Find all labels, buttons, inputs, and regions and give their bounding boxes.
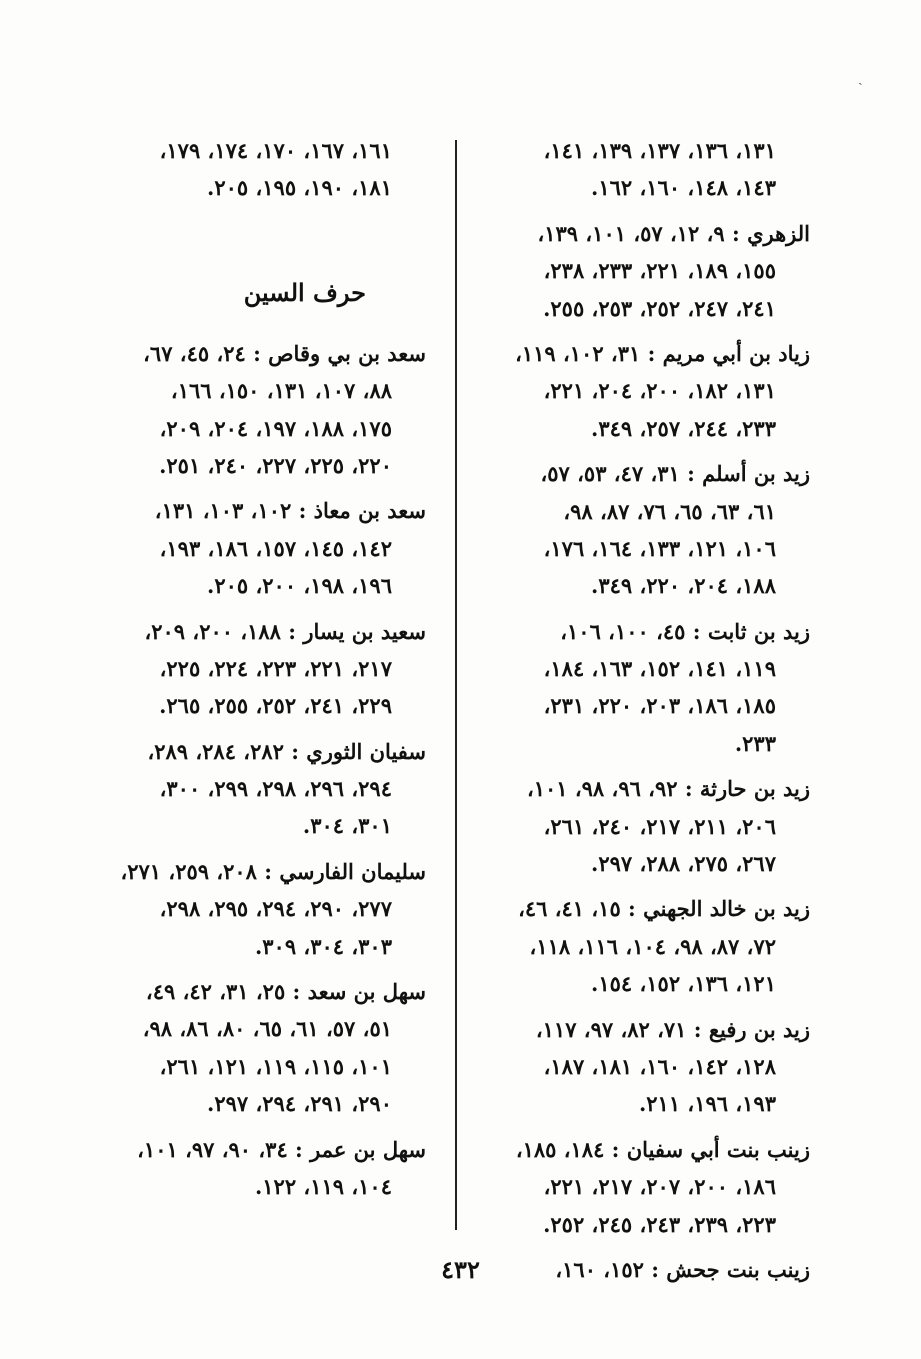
entry-continuation-line: ٣٠٣، ٣٠٤، ٣٠٩. — [254, 933, 392, 959]
index-entry — [480, 1131, 810, 1243]
entry-continuation-line: ١٨٦، ٢٠٠، ٢٠٧، ٢١٧، ٢٢١، — [543, 1174, 776, 1200]
entry-continuation-line: ٢٢٠، ٢٢٥، ٢٢٧، ٢٤٠، ٢٥١. — [159, 452, 392, 478]
entry-continuation-line: ٢٣٣. — [734, 730, 776, 756]
entry-heading-line: سهل بن عمر : ٣٤، ٩٠، ٩٧، ١٠١، — [137, 1136, 426, 1162]
entry-heading-line: سهل بن سعد : ٢٥، ٣١، ٤٢، ٤٩، — [145, 979, 426, 1005]
entry-continuation-line: ٥١، ٥٧، ٦١، ٦٥، ٨٠، ٨٦، ٩٨، — [142, 1016, 392, 1042]
entry-continuation-line: ١٣١، ١٣٦، ١٣٧، ١٣٩، ١٤١، — [543, 138, 776, 163]
index-entry — [96, 132, 426, 207]
entry-continuation-line: ٢٠٦، ٢١١، ٢١٧، ٢٤٠، ٢٦١، — [543, 813, 776, 839]
entry-continuation-line: ٢٢٩، ٢٤١، ٢٥٢، ٢٥٥، ٢٦٥. — [159, 693, 392, 719]
entry-continuation-line: ٧٢، ٨٧، ٩٨، ١٠٤، ١١٦، ١١٨، — [529, 933, 776, 959]
entry-continuation-line: ١٢٨، ١٤٢، ١٦٠، ١٨١، ١٨٧، — [543, 1053, 776, 1079]
index-entry — [480, 613, 810, 763]
entry-continuation-line: ٢٧٧، ٢٩٠، ٢٩٤، ٢٩٥، ٢٩٨، — [159, 896, 392, 922]
index-entry — [96, 733, 426, 845]
section-entries — [96, 335, 426, 1206]
index-entry — [96, 335, 426, 485]
index-column-right — [480, 132, 810, 1288]
index-entry — [96, 613, 426, 725]
entry-gap — [96, 484, 426, 492]
entry-heading-line: سعد بن معاذ : ١٠٢، ١٠٣، ١٣١، — [154, 498, 426, 524]
index-column-left — [96, 132, 426, 1205]
entry-gap — [480, 207, 810, 215]
section-heading: حرف السين — [243, 277, 366, 307]
entry-heading-line: زينب بنت أبي سفيان : ١٨٤، ١٨٥، — [515, 1136, 810, 1162]
entry-continuation-line: ١٠١، ١١٥، ١١٩، ١٢١، ٢٦١، — [159, 1053, 392, 1079]
entry-continuation-line: ١٨٥، ١٨٦، ٢٠٣، ٢٢٠، ٢٣١، — [543, 693, 776, 719]
entry-continuation-line: ١٠٤، ١١٩، ١٢٢. — [254, 1173, 392, 1199]
entry-continuation-line: ١٩٣، ١٩٦، ٢١١. — [638, 1091, 776, 1117]
entry-heading-line: سعد بن بي وقاص : ٢٤، ٤٥، ٦٧، — [143, 340, 426, 366]
page-number: ٤٣٢ — [441, 1255, 480, 1284]
entry-gap — [480, 882, 810, 890]
entry-continuation-line: ١١٩، ١٤١، ١٥٢، ١٦٣، ١٨٤، — [543, 656, 776, 682]
entry-gap — [96, 725, 426, 733]
entry-heading-line: زيد بن رفيع : ٧١، ٨٢، ٩٧، ١١٧، — [535, 1016, 810, 1042]
entry-continuation-line: ١٦١، ١٦٧، ١٧٠، ١٧٤، ١٧٩، — [159, 138, 392, 163]
entry-continuation-line: ١٥٥، ١٨٩، ٢٢١، ٢٣٣، ٢٣٨، — [543, 258, 776, 284]
entry-continuation-line: ٢٢٣، ٢٣٩، ٢٤٣، ٢٤٥، ٢٥٢. — [543, 1211, 776, 1237]
entry-continuation-line: ١٨١، ١٩٠، ١٩٥، ٢٠٥. — [207, 175, 392, 201]
index-entry — [96, 492, 426, 604]
entry-heading-line: زيد بن أسلم : ٣١، ٤٧، ٥٣، ٥٧، — [540, 461, 810, 487]
index-entry — [480, 335, 810, 447]
entry-heading-line: زيد بن حارثة : ٩٢، ٩٦، ٩٨، ١٠١، — [526, 776, 810, 802]
entry-continuation-line: ١٤٣، ١٤٨، ١٦٠، ١٦٢. — [591, 175, 776, 201]
corner-mark: ˎ — [858, 70, 863, 86]
entry-heading-line: زينب بنت جحش : ١٥٢، ١٦٠، — [555, 1256, 810, 1282]
entry-continuation-line: ٦١، ٦٣، ٦٥، ٧٦، ٨٧، ٩٨، — [563, 498, 776, 524]
entry-heading-line: زياد بن أبي مريم : ٣١، ١٠٢، ١١٩، — [515, 340, 810, 366]
entry-continuation-line: ١٧٥، ١٨٨، ١٩٧، ٢٠٤، ٢٠٩، — [159, 415, 392, 441]
entry-continuation-line: ١٠٦، ١٢١، ١٣٣، ١٦٤، ١٧٦، — [543, 535, 776, 561]
entry-gap — [480, 447, 810, 455]
entry-gap — [96, 845, 426, 853]
entry-gap — [96, 965, 426, 973]
entry-continuation-line: ٣٠١، ٣٠٤. — [302, 813, 392, 839]
entry-gap — [480, 762, 810, 770]
entry-continuation-line: ٨٨، ١٠٧، ١٣١، ١٥٠، ١٦٦، — [170, 378, 392, 404]
entry-heading-line: الزهري : ٩، ١٢، ٥٧، ١٠١، ١٣٩، — [537, 220, 810, 246]
entry-continuation-line: ٢٤١، ٢٤٧، ٢٥٢، ٢٥٣، ٢٥٥. — [543, 295, 776, 321]
entry-continuation-line: ٢٩٠، ٢٩١، ٢٩٤، ٢٩٧. — [207, 1091, 392, 1117]
index-entry — [96, 853, 426, 965]
entry-continuation-line: ١٢١، ١٣٦، ١٥٢، ١٥٤. — [591, 971, 776, 997]
entry-gap — [480, 1003, 810, 1011]
index-entry — [96, 1131, 426, 1206]
entry-heading-line: سليمان الفارسي : ٢٠٨، ٢٥٩، ٢٧١، — [120, 858, 426, 884]
index-entry — [480, 890, 810, 1002]
entry-continuation-line: ٢٩٤، ٢٩٦، ٢٩٨، ٢٩٩، ٣٠٠، — [159, 776, 392, 802]
entry-heading-line: سعيد بن يسار : ١٨٨، ٢٠٠، ٢٠٩، — [144, 618, 426, 644]
index-entry — [480, 1011, 810, 1123]
entry-gap — [96, 1123, 426, 1131]
entry-heading-line: زيد بن ثابت : ٤٥، ١٠٠، ١٠٦، — [560, 618, 810, 644]
entry-heading-line: سفيان الثوري : ٢٨٢، ٢٨٤، ٢٨٩، — [147, 738, 426, 764]
entry-continuation-line: ١٣١، ١٨٢، ٢٠٠، ٢٠٤، ٢٢١، — [543, 378, 776, 404]
index-entry — [480, 770, 810, 882]
entry-continuation-line: ٢٦٧، ٢٧٥، ٢٨٨، ٢٩٧. — [591, 851, 776, 877]
entry-gap — [480, 1123, 810, 1131]
continued-entries — [96, 132, 426, 207]
entry-continuation-line: ١٩٦، ١٩٨، ٢٠٠، ٢٠٥. — [207, 573, 392, 599]
entry-gap — [96, 605, 426, 613]
entry-continuation-line: ٢١٧، ٢٢١، ٢٢٣، ٢٢٤، ٢٢٥، — [159, 655, 392, 681]
column-divider — [455, 140, 457, 1230]
index-entry — [480, 455, 810, 605]
entry-continuation-line: ٢٣٣، ٢٤٤، ٢٥٧، ٣٤٩. — [591, 415, 776, 441]
entry-gap — [480, 327, 810, 335]
index-entry — [480, 132, 810, 207]
index-entry — [480, 215, 810, 327]
index-entry — [96, 973, 426, 1123]
entry-heading-line: زيد بن خالد الجهني : ١٥، ٤١، ٤٦، — [518, 896, 810, 922]
entry-gap — [480, 1243, 810, 1251]
entry-continuation-line: ١٤٢، ١٤٥، ١٥٧، ١٨٦، ١٩٣، — [159, 535, 392, 561]
entry-gap — [480, 605, 810, 613]
entry-continuation-line: ١٨٨، ٢٠٤، ٢٢٠، ٣٤٩. — [591, 573, 776, 599]
